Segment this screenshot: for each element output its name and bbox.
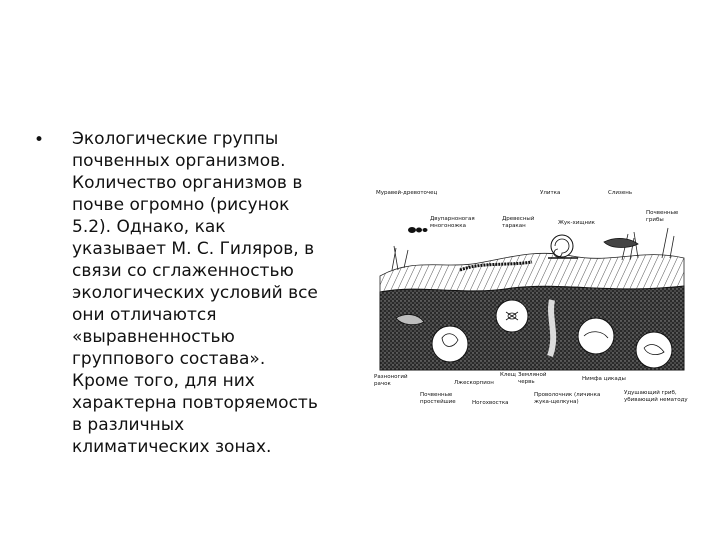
text-line: экологических условий все [72,283,318,303]
label-cicada: Нимфа цикады [582,376,626,382]
text-line: 5.2). Однако, как [72,217,226,237]
label-woodlouse: Древесный таракан [502,216,535,229]
label-ant: Муравей-древоточец [376,190,438,196]
label-mite: Клещ [500,372,516,378]
text-line: они отличаются [72,305,217,325]
label-wireworm: Проволочник (личинка жука-щелкуна) [534,392,601,405]
label-centipede: Лжескорпион [454,380,494,386]
text-line: почве огромно (рисунок [72,195,290,215]
text-line: связи со сглаженностью [72,261,294,281]
text-line: указывает М. С. Гиляров, в [72,239,315,259]
text-line: группового состава». [72,349,266,369]
text-line: в различных [72,415,185,435]
protozoa-circle [432,326,468,362]
label-slug: Слизень [608,190,633,196]
trap-fungus-circle [636,332,672,368]
label-earthworm: Земляной червь [518,372,547,385]
soil-organisms-figure [372,188,690,420]
text-line: почвенных организмов. [72,151,286,171]
label-protozoa: Почвенные простейшие [420,392,456,405]
label-snail: Улитка [540,190,561,196]
label-ground-beetle: Жук-хищник [558,220,595,226]
slide-text-block [34,128,352,458]
label-springtail: Ногохвостка [472,400,509,406]
label-trap-fungus: Удушающий гриб, убивающий нематоду [624,390,688,403]
label-millipede: Двупарноногая многоножка [430,216,475,229]
label-crustacean: Разноногий рачок [374,374,408,387]
text-line: «выравненностью [72,327,235,347]
wireworm-circle [578,318,614,354]
ant-drawing [408,227,428,233]
text-line: Количество организмов в [72,173,303,193]
bullet-paragraph [72,128,352,458]
text-line: климатических зонах. [72,437,272,457]
text-line: Кроме того, для них [72,371,255,391]
text-line: Экологические группы [72,129,279,149]
label-fungi: Почвенные грибы [646,210,679,223]
earthworm-drawing [550,300,553,356]
text-line: характерна повторяемость [72,393,318,413]
slug-drawing [604,238,638,247]
bullet-marker: • [34,130,45,150]
